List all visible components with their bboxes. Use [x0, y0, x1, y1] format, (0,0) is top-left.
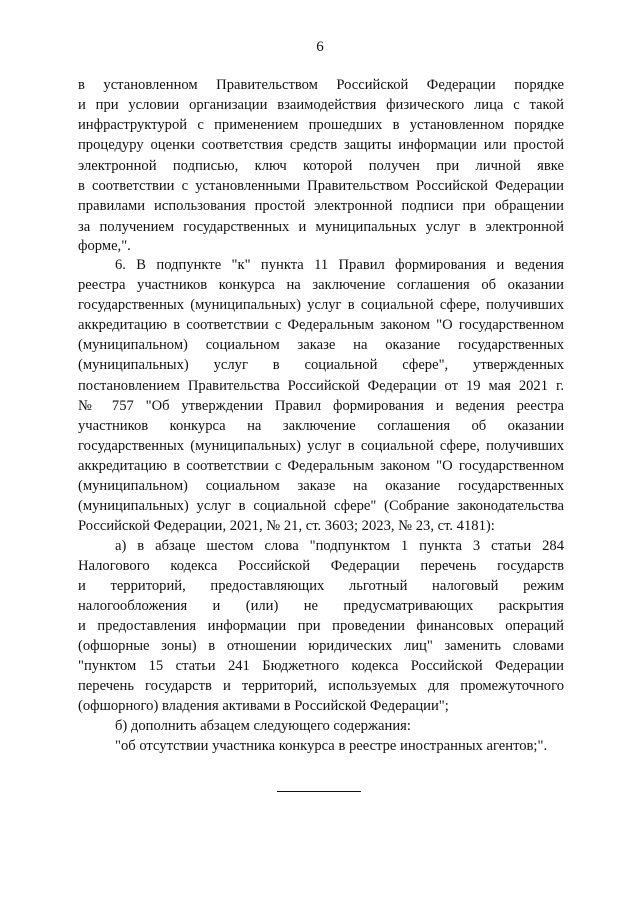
text-line: аккредитацию в соответствии с Федеральным законом "О государственном [78, 458, 564, 474]
text-line: "об отсутствии участника конкурса в реестре иностранных агентов;". [115, 738, 548, 754]
text-line: реестра участников конкурса на заключение соглашения об оказании [78, 277, 564, 293]
text-line: "пунктом 15 статьи 241 Бюджетного кодекса Российской Федерации [78, 658, 564, 674]
text-line: (муниципальном) социальном заказе на оказание государственных [78, 337, 564, 353]
text-line: электронной подписью, ключ которой получен при личной явке [78, 158, 564, 174]
text-line: (муниципальном) социальном заказе на оказание государственных [78, 478, 564, 494]
text-line: № 757 "Об утверждении Правил формирования и ведения реестра [78, 398, 564, 414]
text-line: и территорий, предоставляющих льготный налоговый режим [78, 578, 564, 594]
text-line: (муниципальных) услуг в социальной сфере" (Собрание законодательства [78, 498, 564, 514]
text-line: и при условии организации взаимодействия физического лица с такой [78, 97, 564, 113]
text-line: Российской Федерации, 2021, № 21, ст. 3603; 2023, № 23, ст. 4181): [78, 518, 495, 534]
text-line: а) в абзаце шестом слова "подпунктом 1 пункта 3 статьи 284 [115, 538, 564, 554]
text-line: участников конкурса на заключение соглашения об оказании [78, 418, 564, 434]
text-line: государственных (муниципальных) услуг в социальной сфере, получивших [78, 438, 564, 454]
text-line: Налогового кодекса Российской Федерации перечень государств [78, 558, 564, 574]
end-divider-line [277, 791, 361, 792]
text-line: 6. В подпункте "к" пункта 11 Правил формирования и ведения [115, 257, 564, 273]
text-line: перечень государств и территорий, используемых для промежуточного [78, 678, 564, 694]
text-line: инфраструктурой с применением прошедших в установленном порядке [78, 117, 564, 133]
text-line: (офшорные зоны) в отношении юридических лиц" заменить словами [78, 638, 564, 654]
page-number: 6 [316, 39, 324, 55]
text-line: в соответствии с установленными Правительством Российской Федерации [78, 178, 564, 194]
text-line: б) дополнить абзацем следующего содержания: [115, 718, 411, 734]
text-line: в установленном Правительством Российской Федерации порядке [78, 77, 564, 93]
text-line: аккредитацию в соответствии с Федеральным законом "О государственном [78, 317, 564, 333]
text-line: за получением государственных и муниципальных услуг в электронной [78, 219, 564, 235]
text-line: процедуру оценки соответствия средств защиты информации или простой [78, 137, 564, 153]
text-line: форме,". [78, 238, 131, 254]
text-line: (офшорного) владения активами в Российской Федерации"; [78, 698, 449, 714]
text-line: правилами использования простой электронной подписи при обращении [78, 198, 564, 214]
text-line: (муниципальных) услуг в социальной сфере", утвержденных [78, 357, 564, 373]
text-line: постановлением Правительства Российской Федерации от 19 мая 2021 г. [78, 378, 564, 394]
text-line: налогообложения и (или) не предусматривающих раскрытия [78, 598, 564, 614]
text-line: государственных (муниципальных) услуг в социальной сфере, получивших [78, 297, 564, 313]
text-line: и предоставления информации при проведении финансовых операций [78, 618, 564, 634]
